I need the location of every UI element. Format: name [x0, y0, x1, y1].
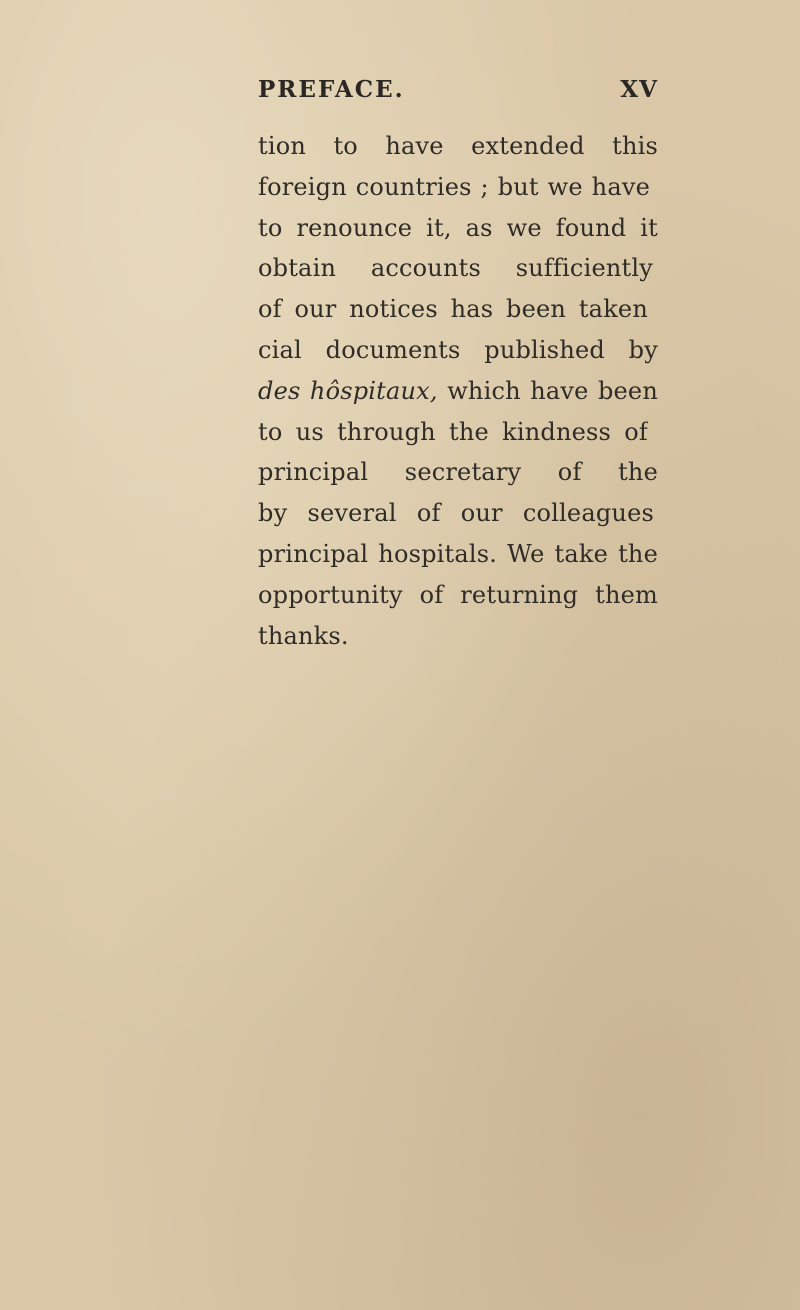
text-line: to renounce it, as we found it: [258, 213, 658, 242]
text-line: to us through the kindness of: [258, 417, 648, 446]
running-head: [258, 76, 658, 112]
text-segment: cial documents published by: [258, 335, 658, 364]
text-line: principal hospitals. We take the: [258, 539, 658, 568]
running-head-title: PREFACE.: [258, 76, 405, 103]
text-line: opportunity of returning them: [258, 580, 658, 609]
text-line: foreign countries ; but we have: [258, 172, 650, 201]
page-number: XV: [620, 76, 658, 103]
text-line-mixed: [258, 330, 658, 371]
text-line: tion to have extended this: [258, 132, 658, 160]
text-line: of our notices has been taken: [258, 295, 648, 324]
italic-phrase: des hôspitaux,: [258, 376, 438, 405]
text-line: thanks.: [258, 621, 349, 650]
text-segment: which have been: [447, 376, 658, 405]
preface-paragraph: [258, 126, 658, 656]
text-line: obtain accounts sufficiently: [258, 254, 653, 283]
text-line: principal secretary of the: [258, 458, 658, 487]
text-line: by several of our colleagues: [258, 499, 654, 528]
text-line-mixed: [258, 371, 658, 412]
